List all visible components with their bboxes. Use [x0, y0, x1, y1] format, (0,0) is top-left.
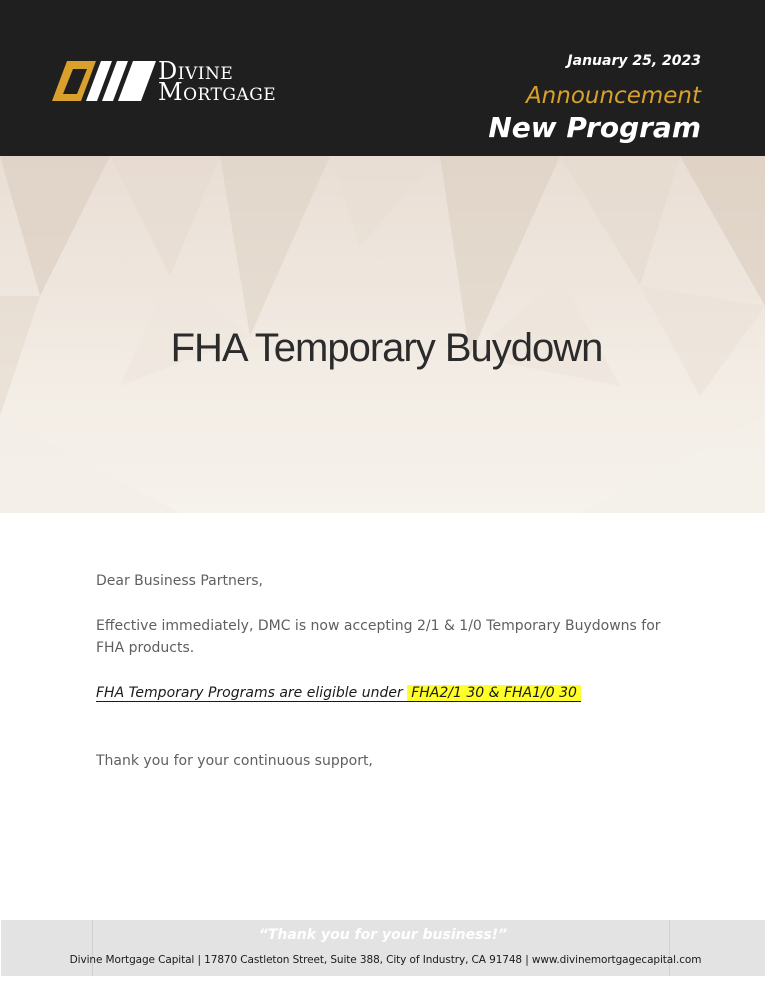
logo-line-2: Mortgage [158, 78, 277, 106]
header-bar [0, 0, 765, 156]
announcement-date: January 25, 2023 [567, 53, 701, 69]
footer-address: Divine Mortgage Capital | 17870 Castleton Street, Suite 388, City of Industry, CA 91748 | www.divinemortgagecapital.com [69, 954, 702, 966]
announcement-paragraph: Effective immediately, DMC is now accepting 2/1 & 1/0 Temporary Buydowns for FHA products. [96, 618, 661, 656]
eligible-programs-highlight: FHA2/1 30 & FHA1/0 30 [407, 685, 581, 702]
banner-title: FHA Temporary Buydown [170, 326, 603, 370]
greeting: Dear Business Partners, [96, 573, 263, 589]
logo-wordmark [158, 57, 277, 106]
eligibility-line [96, 682, 581, 704]
closing-line: Thank you for your continuous support, [96, 753, 373, 769]
logo-line-1: Divine [158, 57, 234, 85]
logo-mark-icon [52, 61, 158, 105]
footer-thank-you: “Thank you for your business!” [258, 927, 508, 943]
new-program-label: New Program [488, 111, 701, 144]
hero-banner [0, 156, 765, 513]
announcement-label: Announcement [525, 83, 701, 109]
divine-mortgage-logo [52, 57, 292, 106]
footer-bar [1, 920, 765, 976]
eligibility-text: FHA Temporary Programs are eligible under [96, 685, 408, 701]
